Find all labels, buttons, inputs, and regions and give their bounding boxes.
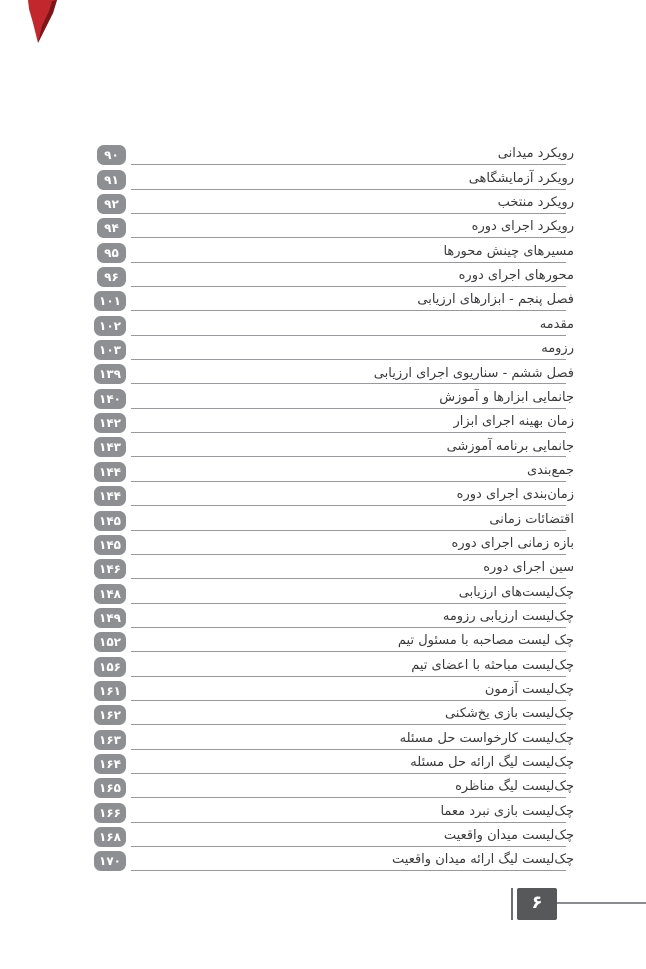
page-badge-column: [91, 170, 126, 190]
toc-row: [91, 214, 574, 238]
page-badge-column: [91, 291, 126, 311]
dotted-rule-line: [131, 384, 574, 408]
toc-entry-title: چک‌لیست بازی یخ‌شکنی: [444, 706, 574, 722]
dotted-rule-line: [131, 847, 574, 871]
page-badge-column: [91, 511, 126, 531]
toc-page-badge: ۱۴۰: [94, 389, 126, 409]
page-badge-column: [91, 486, 126, 506]
toc-row: [91, 336, 574, 360]
toc-row: [91, 360, 574, 384]
dotted-rule-line: [131, 628, 574, 652]
toc-row: [91, 238, 574, 262]
toc-page-badge: ۹۲: [97, 194, 126, 214]
toc-row: [91, 579, 574, 603]
toc-entry-title: جانمایی ابزارها و آموزش: [439, 389, 574, 405]
toc-page-badge: ۱۴۹: [94, 608, 126, 628]
toc-entry-title: رویکرد آزمایشگاهی: [468, 170, 574, 186]
page-badge-column: [91, 218, 126, 238]
dotted-rule-line: [131, 409, 574, 433]
toc-page-badge: ۱۴۲: [94, 413, 126, 433]
page-badge-column: [91, 437, 126, 457]
toc-entry-title: چک‌لیست لیگ ارائه حل مسئله: [410, 755, 574, 770]
toc-entry-title: چک لیست مصاحبه با مسئول تیم: [397, 633, 574, 649]
toc-row: [91, 774, 574, 798]
toc-row: [91, 847, 574, 871]
dotted-rule-line: [131, 725, 574, 749]
page-badge-column: [91, 705, 126, 725]
dotted-rule-line: [131, 701, 574, 725]
toc-entry-title: چک‌لیست لیگ ارائه میدان واقعیت: [392, 852, 574, 868]
page-badge-column: [91, 657, 126, 677]
dotted-rule-line: [131, 677, 574, 701]
page-badge-column: [91, 851, 126, 871]
toc-entry-title: بازه زمانی اجرای دوره: [451, 535, 574, 551]
toc-row: [91, 555, 574, 579]
page-badge-column: [91, 243, 126, 263]
toc-row: [91, 750, 574, 774]
toc-page-badge: ۱۶۵: [94, 778, 126, 798]
dotted-rule-line: [131, 433, 574, 457]
toc-entry-title: چک‌لیست بازی نبرد معما: [440, 803, 574, 819]
toc-row: [91, 190, 574, 214]
dotted-rule-line: [131, 531, 574, 555]
toc-entry-title: چک‌لیست میدان واقعیت: [443, 828, 574, 844]
toc-page-badge: ۱۴۴: [94, 486, 126, 506]
toc-page-badge: ۱۴۸: [94, 584, 126, 604]
toc-page-badge: ۹۶: [97, 267, 126, 287]
dotted-rule-line: [131, 579, 574, 603]
dotted-rule-line: [131, 604, 574, 628]
dotted-rule-line: [131, 457, 574, 481]
toc-row: [91, 409, 574, 433]
toc-row: [91, 433, 574, 457]
toc-row: [91, 652, 574, 676]
toc-entry-title: فصل ششم - سناریوی اجرای ارزیابی: [373, 365, 574, 381]
page-badge-column: [91, 267, 126, 287]
toc-entry-title: محورهای اجرای دوره: [458, 268, 574, 284]
toc-page-badge: ۱۴۵: [94, 511, 126, 531]
toc-page-badge: ۱۰۱: [94, 291, 126, 311]
toc-row: [91, 531, 574, 555]
toc-page-badge: ۱۴۴: [94, 462, 126, 482]
page-badge-column: [91, 827, 126, 847]
toc-row: [91, 604, 574, 628]
dotted-rule-line: [131, 141, 574, 165]
toc-page-badge: ۱۶۴: [94, 754, 126, 774]
dotted-rule-line: [131, 506, 574, 530]
toc-entry-title: چک‌لیست آزمون: [484, 681, 574, 697]
page-badge-column: [91, 730, 126, 750]
toc-row: [91, 384, 574, 408]
toc-page-badge: ۱۰۲: [94, 316, 126, 336]
toc-page-badge: ۱۴۶: [94, 559, 126, 579]
page-badge-column: [91, 632, 126, 652]
toc-row: [91, 725, 574, 749]
dotted-rule-line: [131, 652, 574, 676]
dotted-rule-line: [131, 360, 574, 384]
toc-entry-title: رویکرد اجرای دوره: [471, 219, 574, 235]
page-badge-column: [91, 413, 126, 433]
page-badge-column: [91, 364, 126, 384]
toc-row: [91, 823, 574, 847]
toc-page-badge: ۱۶۱: [94, 681, 126, 701]
toc-entry-title: مقدمه: [539, 316, 574, 332]
page-badge-column: [91, 584, 126, 604]
dotted-rule-line: [131, 311, 574, 335]
toc-entry-title: چک‌لیست‌های ارزیابی: [458, 584, 574, 600]
page-badge-column: [91, 316, 126, 336]
toc-row: [91, 701, 574, 725]
toc-page-badge: ۹۱: [97, 170, 126, 190]
toc-page-badge: ۱۳۹: [94, 364, 126, 384]
toc-entry-title: رزومه: [541, 341, 574, 357]
toc-row: [91, 506, 574, 530]
page-badge-column: [91, 389, 126, 409]
toc-entry-title: جمع‌بندی: [526, 462, 574, 478]
toc-page-badge: ۱۴۳: [94, 437, 126, 457]
dotted-rule-line: [131, 823, 574, 847]
page-badge-column: [91, 462, 126, 482]
page-badge-column: [91, 535, 126, 555]
toc-row: [91, 165, 574, 189]
dotted-rule-line: [131, 750, 574, 774]
toc-row: [91, 287, 574, 311]
toc-page-badge: ۱۶۸: [94, 827, 126, 847]
toc-entry-title: چک‌لیست ارزیابی رزومه: [442, 608, 574, 624]
toc-page-badge: ۹۵: [97, 243, 126, 263]
toc-page-badge: ۱۵۶: [94, 657, 126, 677]
toc-entry-title: زمان‌بندی اجرای دوره: [456, 487, 574, 503]
toc-row: [91, 628, 574, 652]
toc-page-badge: ۱۶۶: [94, 803, 126, 823]
toc-row: [91, 457, 574, 481]
page-badge-column: [91, 681, 126, 701]
toc-entry-title: چک‌لیست کارخواست حل مسئله: [399, 730, 574, 746]
toc-entry-title: جانمایی برنامه آموزشی: [446, 438, 574, 454]
page-badge-column: [91, 803, 126, 823]
toc-page-badge: ۱۰۳: [94, 340, 126, 360]
footer-page-number: ۶: [517, 888, 557, 920]
footer-vertical-divider: [511, 888, 513, 920]
page-badge-column: [91, 340, 126, 360]
page-badge-column: [91, 778, 126, 798]
toc-row: [91, 798, 574, 822]
toc-row: [91, 677, 574, 701]
toc-entry-title: چک‌لیست مباحثه با اعضای تیم: [411, 657, 574, 673]
toc-entry-title: رویکرد میدانی: [497, 146, 574, 162]
toc-entry-title: رویکرد منتخب: [497, 195, 574, 211]
toc-entry-title: سین اجرای دوره: [483, 560, 574, 576]
toc-row: [91, 263, 574, 287]
dotted-rule-line: [131, 263, 574, 287]
footer-horizontal-rule: [557, 902, 646, 904]
toc-page-badge: ۹۴: [97, 218, 126, 238]
toc-entry-title: مسیرهای چینش محورها: [443, 243, 574, 259]
page-badge-column: [91, 194, 126, 214]
dotted-rule-line: [131, 214, 574, 238]
dotted-rule-line: [131, 336, 574, 360]
dotted-rule-line: [131, 555, 574, 579]
toc-entry-title: فصل پنجم - ابزارهای ارزیابی: [417, 292, 574, 308]
toc-page-badge: ۱۷۰: [94, 851, 126, 871]
toc-page-badge: ۱۶۲: [94, 705, 126, 725]
dotted-rule-line: [131, 238, 574, 262]
toc-page-badge: ۱۶۳: [94, 730, 126, 750]
dotted-rule-line: [131, 798, 574, 822]
toc-page-badge: ۱۵۲: [94, 632, 126, 652]
toc-entry-title: اقتضائات زمانی: [489, 511, 574, 527]
toc-row: [91, 311, 574, 335]
dotted-rule-line: [131, 774, 574, 798]
page-badge-column: [91, 145, 126, 165]
toc-row: [91, 141, 574, 165]
toc-page-badge: ۹۰: [97, 145, 126, 165]
toc-list: [91, 141, 574, 871]
red-corner-mark: [26, 0, 60, 45]
page-badge-column: [91, 754, 126, 774]
dotted-rule-line: [131, 165, 574, 189]
page-badge-column: [91, 559, 126, 579]
toc-entry-title: زمان بهینه اجرای ابزار: [453, 414, 574, 430]
page-badge-column: [91, 608, 126, 628]
toc-row: [91, 482, 574, 506]
toc-page-badge: ۱۴۵: [94, 535, 126, 555]
dotted-rule-line: [131, 190, 574, 214]
toc-entry-title: چک‌لیست لیگ مناظره: [455, 779, 574, 795]
dotted-rule-line: [131, 287, 574, 311]
dotted-rule-line: [131, 482, 574, 506]
